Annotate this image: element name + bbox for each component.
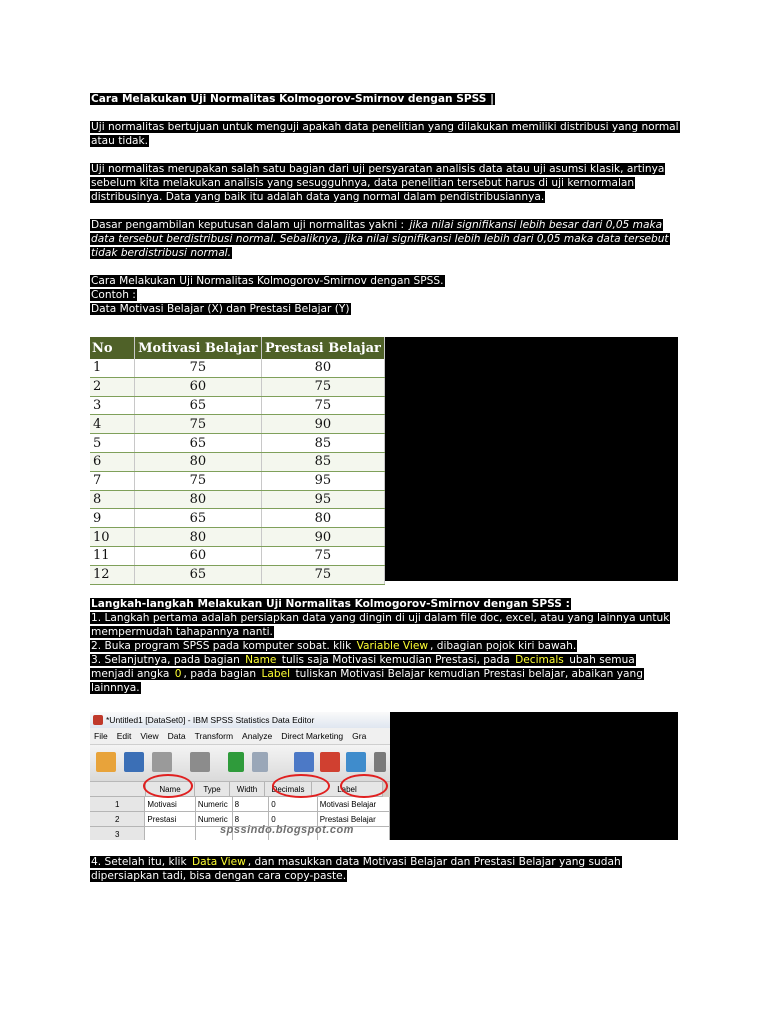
table-row xyxy=(90,509,385,528)
spss-menubar xyxy=(90,728,390,745)
goto-variable-icon[interactable] xyxy=(320,752,340,772)
steps-section xyxy=(90,597,680,695)
spss-screenshot xyxy=(90,712,390,840)
grid-row xyxy=(90,797,390,812)
table-row xyxy=(90,396,385,415)
table-cell: 90 xyxy=(261,415,384,434)
grid-cell-label[interactable]: Motivasi Belajar xyxy=(318,797,390,812)
table-cell: 65 xyxy=(135,396,262,415)
table-cell: 80 xyxy=(261,359,384,377)
page-title: Cara Melakukan Uji Normalitas Kolmogorov-Smirnov dengan SPSS | xyxy=(91,93,494,105)
table-row xyxy=(90,546,385,565)
label-highlight-oval xyxy=(340,774,388,798)
table-cell: 95 xyxy=(261,471,384,490)
table-cell: 75 xyxy=(135,359,262,377)
table-cell: 60 xyxy=(135,546,262,565)
data-table-image xyxy=(90,337,385,581)
grid-cell-name[interactable] xyxy=(145,827,196,840)
table-header-0: No xyxy=(90,337,135,359)
spss-toolbar xyxy=(90,745,390,782)
table-header-2: Prestasi Belajar xyxy=(261,337,384,359)
paragraph-decision-rule: Dasar pengambilan keputusan dalam uji normalitas yakni : jika nilai signifikansi lebih besar dari 0,05 maka data tersebut berdistribusi normal. Sebaliknya, jika nilai signifikansi lebih lebih dari 0,05 maka data tersebut tidak berdistribusi normal. xyxy=(91,219,669,259)
table-row xyxy=(90,434,385,453)
table-cell: 90 xyxy=(261,528,384,547)
menu-item-data[interactable]: Data xyxy=(167,731,186,741)
redo-icon[interactable] xyxy=(252,752,268,772)
grid-cell-width[interactable]: 8 xyxy=(233,812,270,827)
grid-cell-label[interactable]: Prestasi Belajar xyxy=(318,812,390,827)
table-cell: 75 xyxy=(261,396,384,415)
image-black-area xyxy=(385,337,678,581)
row-number[interactable]: 3 xyxy=(90,827,145,840)
paragraph-definition: Uji normalitas bertujuan untuk menguji apakah data penelitian yang dilakukan memiliki distribusi yang normal atau tidak. xyxy=(91,121,679,147)
goto-case-icon[interactable] xyxy=(294,752,314,772)
paragraph-example: Cara Melakukan Uji Normalitas Kolmogorov-Smirnov dengan SPSS. Contoh : Data Motivasi Belajar (X) dan Prestasi Belajar (Y) xyxy=(91,275,444,315)
table-cell: 7 xyxy=(90,471,135,490)
table-cell: 75 xyxy=(261,565,384,584)
print-icon[interactable] xyxy=(152,752,172,772)
table-cell: 65 xyxy=(135,565,262,584)
table-cell: 4 xyxy=(90,415,135,434)
column-type[interactable]: Type xyxy=(195,782,230,797)
menu-item-edit[interactable]: Edit xyxy=(116,731,132,741)
decimals-highlight-oval xyxy=(272,774,330,798)
grid-cell-type[interactable]: Numeric xyxy=(196,812,233,827)
column-label[interactable]: Label xyxy=(312,782,383,797)
table-cell: 10 xyxy=(90,528,135,547)
table-row xyxy=(90,452,385,471)
variables-icon[interactable] xyxy=(346,752,366,772)
step4-section xyxy=(90,855,680,883)
column-name[interactable]: Name xyxy=(146,782,195,797)
data-table xyxy=(90,337,385,585)
save-icon[interactable] xyxy=(124,752,144,772)
table-cell: 11 xyxy=(90,546,135,565)
paragraph-assumption: Uji normalitas merupakan salah satu bagian dari uji persyaratan analisis data atau uji asumsi klasik, artinya sebelum kita melakukan analisis yang sesugguhnya, data penelitian tersebut harus di uji kernormalan distribusinya. Data yang baik itu adalah data yang normal dalam pendistribusiannya. xyxy=(91,163,665,203)
table-row xyxy=(90,471,385,490)
spss-black-area xyxy=(390,712,678,840)
menu-item-transform[interactable]: Transform xyxy=(194,731,234,741)
column-width[interactable]: Width xyxy=(230,782,265,797)
table-cell: 75 xyxy=(135,415,262,434)
menu-item-direct-marketing[interactable]: Direct Marketing xyxy=(281,731,344,741)
steps-list: Langkah-langkah Melakukan Uji Normalitas Kolmogorov-Smirnov dengan SPSS : 1. Langkah pertama adalah persiapkan data yang dingin di uji dalam file doc, excel, atau yang lainnya untuk mempermudah tahapannya nanti. 2. Buka program SPSS pada komputer sobat. klik Variable View , dibagian pojok kiri bawah. 3. Selanjutnya, pada bagian Name tulis saja Motivasi kemudian Prestasi, pada Decimals ubah semua menjadi angka 0 , pada bagian Label tuliskan Motivasi Belajar kemudian Prestasi belajar, abaikan yang lainnnya. xyxy=(91,598,670,694)
menu-item-view[interactable]: View xyxy=(140,731,159,741)
menu-item-file[interactable]: File xyxy=(94,731,108,741)
menu-item-analyze[interactable]: Analyze xyxy=(242,731,273,741)
table-row xyxy=(90,490,385,509)
grid-cell-name[interactable]: Prestasi xyxy=(145,812,196,827)
find-icon[interactable] xyxy=(374,752,386,772)
menu-item-gra[interactable]: Gra xyxy=(352,731,367,741)
dialog-recall-icon[interactable] xyxy=(190,752,210,772)
grid-cell-type[interactable]: Numeric xyxy=(196,797,233,812)
table-cell: 80 xyxy=(135,490,262,509)
grid-cell-width[interactable]: 8 xyxy=(233,797,270,812)
table-cell: 3 xyxy=(90,396,135,415)
grid-cell-decimals[interactable]: 0 xyxy=(269,797,318,812)
table-cell: 2 xyxy=(90,377,135,396)
table-header-1: Motivasi Belajar xyxy=(135,337,262,359)
table-cell: 12 xyxy=(90,565,135,584)
table-cell: 5 xyxy=(90,434,135,453)
column-decimals[interactable]: Decimals xyxy=(265,782,312,797)
table-cell: 8 xyxy=(90,490,135,509)
table-cell: 75 xyxy=(261,546,384,565)
watermark: spssindo.blogspot.com xyxy=(220,824,354,836)
table-cell: 65 xyxy=(135,434,262,453)
table-cell: 80 xyxy=(135,528,262,547)
table-row xyxy=(90,377,385,396)
open-folder-icon[interactable] xyxy=(96,752,116,772)
step4-paragraph: 4. Setelah itu, klik Data View , dan masukkan data Motivasi Belajar dan Prestasi Belajar yang sudah dipersiapkan tadi, bisa dengan cara copy-paste. xyxy=(91,856,621,882)
row-number[interactable]: 2 xyxy=(90,812,145,827)
table-row xyxy=(90,359,385,377)
grid-cell-decimals[interactable]: 0 xyxy=(269,812,318,827)
table-cell: 85 xyxy=(261,434,384,453)
table-row xyxy=(90,528,385,547)
table-cell: 80 xyxy=(261,509,384,528)
table-cell: 1 xyxy=(90,359,135,377)
spss-titlebar: *Untitled1 [DataSet0] - IBM SPSS Statistics Data Editor xyxy=(90,712,390,728)
name-highlight-oval xyxy=(143,774,193,798)
document-body xyxy=(90,92,680,316)
table-cell: 65 xyxy=(135,509,262,528)
row-number[interactable]: 1 xyxy=(90,797,145,812)
table-cell: 60 xyxy=(135,377,262,396)
spss-app-icon xyxy=(93,715,103,725)
table-row xyxy=(90,565,385,584)
table-cell: 80 xyxy=(135,452,262,471)
table-cell: 95 xyxy=(261,490,384,509)
table-cell: 75 xyxy=(135,471,262,490)
table-cell: 85 xyxy=(261,452,384,471)
table-row xyxy=(90,415,385,434)
table-cell: 75 xyxy=(261,377,384,396)
table-cell: 9 xyxy=(90,509,135,528)
table-cell: 6 xyxy=(90,452,135,471)
undo-icon[interactable] xyxy=(228,752,244,772)
grid-cell-name[interactable]: Motivasi xyxy=(145,797,196,812)
